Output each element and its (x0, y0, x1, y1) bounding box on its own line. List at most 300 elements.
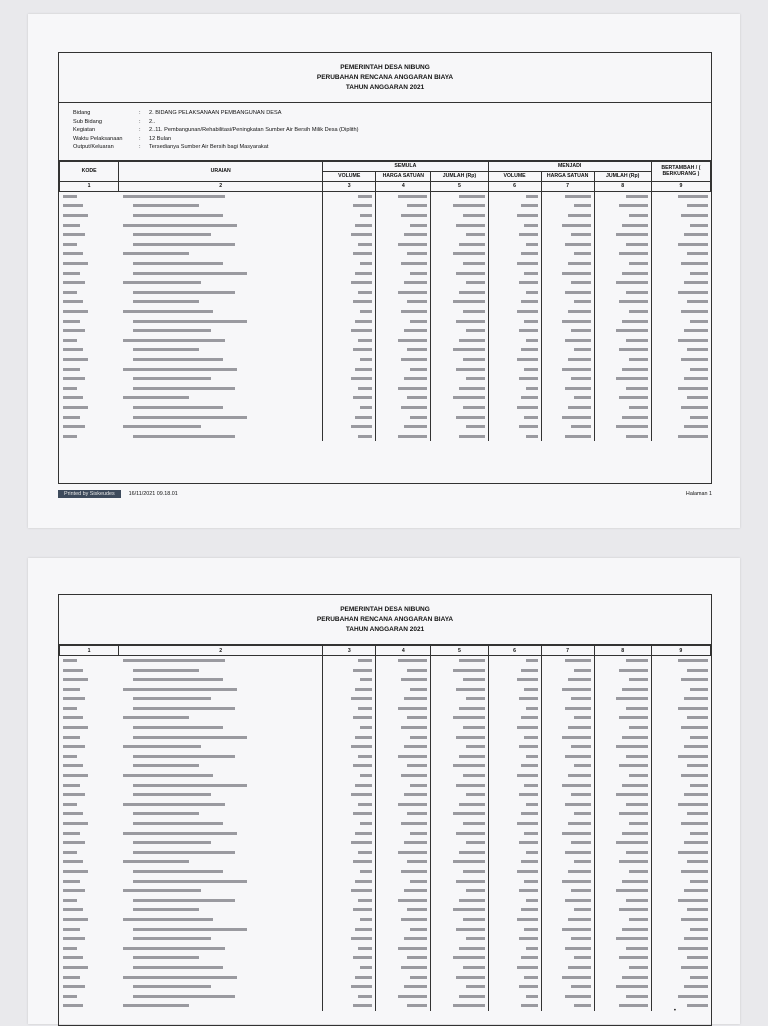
illegible-text-placeholder (690, 928, 708, 931)
table-row (60, 915, 711, 925)
table-cell-placeholder (376, 915, 431, 925)
table-cell-placeholder (594, 298, 651, 308)
illegible-text-placeholder (133, 937, 211, 940)
illegible-text-placeholder (521, 348, 538, 351)
table-cell-placeholder (376, 992, 431, 1002)
illegible-text-placeholder (353, 669, 372, 672)
table-cell-placeholder (431, 202, 488, 212)
illegible-text-placeholder (524, 368, 538, 371)
table-cell-placeholder (323, 230, 376, 240)
table-cell-placeholder (594, 800, 651, 810)
col-number: 9 (651, 181, 710, 191)
table-cell-placeholder (541, 365, 594, 375)
illegible-text-placeholder (619, 348, 648, 351)
table-row (60, 752, 711, 762)
illegible-text-placeholder (133, 669, 199, 672)
info-row-sub-bidang: Sub Bidang : 2.. (73, 118, 156, 125)
illegible-text-placeholder (574, 956, 591, 959)
table-cell-placeholder (594, 934, 651, 944)
illegible-text-placeholder (133, 291, 235, 294)
illegible-text-placeholder (360, 214, 372, 217)
illegible-text-placeholder (133, 870, 223, 873)
table-cell-placeholder (376, 934, 431, 944)
illegible-text-placeholder (456, 976, 485, 979)
illegible-text-placeholder (681, 966, 708, 969)
table-cell-placeholder (488, 666, 541, 676)
illegible-text-placeholder (687, 764, 708, 767)
illegible-text-placeholder (690, 832, 708, 835)
illegible-text-placeholder (521, 764, 538, 767)
col-header-uraian: URAIAN (119, 161, 323, 181)
illegible-text-placeholder (526, 755, 538, 758)
table-cell-placeholder (541, 240, 594, 250)
table-cell-placeholder (60, 857, 119, 867)
table-cell-placeholder (541, 973, 594, 983)
table-cell-placeholder (541, 250, 594, 260)
page-mark: • (673, 1008, 676, 1014)
illegible-text-placeholder (629, 406, 648, 409)
illegible-text-placeholder (404, 937, 427, 940)
table-cell-placeholder (376, 733, 431, 743)
illegible-text-placeholder (407, 204, 427, 207)
illegible-text-placeholder (133, 233, 211, 236)
table-cell-placeholder (488, 326, 541, 336)
table-cell-placeholder (541, 925, 594, 935)
illegible-text-placeholder (63, 678, 88, 681)
illegible-text-placeholder (351, 329, 372, 332)
illegible-text-placeholder (355, 784, 372, 787)
illegible-text-placeholder (562, 224, 591, 227)
col-header-kode: KODE (60, 161, 119, 181)
table-cell-placeholder (431, 211, 488, 221)
table-cell-placeholder (60, 240, 119, 250)
table-cell-placeholder (431, 191, 488, 201)
illegible-text-placeholder (562, 976, 591, 979)
illegible-text-placeholder (123, 976, 237, 979)
report-frame (58, 594, 712, 1026)
table-cell-placeholder (431, 432, 488, 442)
table-cell-placeholder (651, 326, 710, 336)
table-row (60, 848, 711, 858)
illegible-text-placeholder (565, 339, 591, 342)
page-number: Halaman 1 (685, 491, 712, 497)
illegible-text-placeholder (358, 659, 372, 662)
illegible-text-placeholder (571, 425, 591, 428)
table-cell-placeholder (431, 857, 488, 867)
table-cell-placeholder (431, 1001, 488, 1011)
table-row (60, 432, 711, 442)
table-row (60, 896, 711, 906)
illegible-text-placeholder (123, 745, 201, 748)
illegible-text-placeholder (466, 281, 485, 284)
table-cell-placeholder (60, 221, 119, 231)
illegible-text-placeholder (133, 377, 211, 380)
illegible-text-placeholder (568, 358, 591, 361)
illegible-text-placeholder (133, 755, 235, 758)
table-cell-placeholder (376, 714, 431, 724)
illegible-text-placeholder (626, 995, 648, 998)
table-cell-placeholder (376, 982, 431, 992)
table-cell-placeholder (119, 963, 323, 973)
table-cell-placeholder (488, 288, 541, 298)
table-cell-placeholder (376, 819, 431, 829)
table-cell-placeholder (431, 714, 488, 724)
table-row (60, 221, 711, 231)
illegible-text-placeholder (517, 822, 538, 825)
illegible-text-placeholder (463, 966, 485, 969)
table-cell-placeholder (594, 393, 651, 403)
table-cell-placeholder (431, 905, 488, 915)
table-cell-placeholder (323, 752, 376, 762)
table-cell-placeholder (541, 403, 594, 413)
illegible-text-placeholder (358, 803, 372, 806)
illegible-text-placeholder (63, 387, 77, 390)
illegible-text-placeholder (63, 272, 80, 275)
col-number: 2 (119, 646, 323, 656)
illegible-text-placeholder (358, 995, 372, 998)
illegible-text-placeholder (63, 195, 77, 198)
illegible-text-placeholder (401, 406, 427, 409)
table-row (60, 191, 711, 201)
table-cell-placeholder (376, 810, 431, 820)
illegible-text-placeholder (565, 899, 591, 902)
illegible-text-placeholder (407, 300, 427, 303)
illegible-text-placeholder (616, 841, 648, 844)
table-cell-placeholder (60, 752, 119, 762)
table-row (60, 355, 711, 365)
table-cell-placeholder (651, 432, 710, 442)
table-cell-placeholder (119, 934, 323, 944)
illegible-text-placeholder (574, 300, 591, 303)
illegible-text-placeholder (353, 812, 372, 815)
table-cell-placeholder (119, 326, 323, 336)
illegible-text-placeholder (626, 435, 648, 438)
illegible-text-placeholder (459, 707, 485, 710)
table-cell-placeholder (651, 422, 710, 432)
table-cell-placeholder (488, 877, 541, 887)
col-header-harga-satuan: HARGA SATUAN (376, 171, 431, 181)
illegible-text-placeholder (562, 832, 591, 835)
table-cell-placeholder (651, 925, 710, 935)
illegible-text-placeholder (63, 252, 83, 255)
table-cell-placeholder (323, 384, 376, 394)
table-row (60, 240, 711, 250)
table-cell-placeholder (594, 992, 651, 1002)
budget-table (59, 645, 711, 1011)
illegible-text-placeholder (123, 195, 225, 198)
table-cell-placeholder (431, 288, 488, 298)
table-cell-placeholder (488, 336, 541, 346)
table-cell-placeholder (119, 953, 323, 963)
table-cell-placeholder (594, 355, 651, 365)
illegible-text-placeholder (678, 659, 708, 662)
table-cell-placeholder (119, 848, 323, 858)
report-header (59, 595, 711, 645)
page-footer (58, 490, 712, 498)
table-cell-placeholder (376, 278, 431, 288)
illegible-text-placeholder (568, 918, 591, 921)
col-number: 7 (541, 646, 594, 656)
table-cell-placeholder (651, 790, 710, 800)
illegible-text-placeholder (360, 262, 372, 265)
table-row (60, 953, 711, 963)
table-cell-placeholder (119, 819, 323, 829)
illegible-text-placeholder (133, 707, 235, 710)
illegible-text-placeholder (622, 224, 648, 227)
illegible-text-placeholder (519, 985, 538, 988)
illegible-text-placeholder (351, 841, 372, 844)
illegible-text-placeholder (355, 224, 372, 227)
table-cell-placeholder (376, 221, 431, 231)
illegible-text-placeholder (463, 774, 485, 777)
table-row (60, 666, 711, 676)
table-cell-placeholder (60, 666, 119, 676)
table-cell-placeholder (594, 819, 651, 829)
table-cell-placeholder (60, 250, 119, 260)
table-cell-placeholder (323, 934, 376, 944)
table-cell-placeholder (541, 259, 594, 269)
table-cell-placeholder (594, 963, 651, 973)
table-cell-placeholder (376, 288, 431, 298)
table-cell-placeholder (594, 656, 651, 666)
table-cell-placeholder (431, 953, 488, 963)
illegible-text-placeholder (629, 262, 648, 265)
table-cell-placeholder (431, 336, 488, 346)
illegible-text-placeholder (687, 669, 708, 672)
illegible-text-placeholder (463, 726, 485, 729)
table-cell-placeholder (594, 810, 651, 820)
illegible-text-placeholder (63, 870, 88, 873)
table-row (60, 288, 711, 298)
table-cell-placeholder (651, 269, 710, 279)
table-cell-placeholder (594, 384, 651, 394)
table-cell-placeholder (541, 694, 594, 704)
illegible-text-placeholder (398, 195, 427, 198)
table-cell-placeholder (119, 925, 323, 935)
table-cell-placeholder (488, 269, 541, 279)
table-cell-placeholder (541, 191, 594, 201)
illegible-text-placeholder (526, 195, 538, 198)
table-cell-placeholder (541, 211, 594, 221)
table-cell-placeholder (323, 259, 376, 269)
illegible-text-placeholder (123, 918, 213, 921)
illegible-text-placeholder (410, 688, 427, 691)
illegible-text-placeholder (690, 688, 708, 691)
print-timestamp: 16/11/2021 09.18.01 (128, 491, 178, 497)
illegible-text-placeholder (456, 416, 485, 419)
table-row (60, 781, 711, 791)
illegible-text-placeholder (568, 310, 591, 313)
table-cell-placeholder (651, 704, 710, 714)
illegible-text-placeholder (690, 224, 708, 227)
illegible-text-placeholder (404, 233, 427, 236)
illegible-text-placeholder (459, 435, 485, 438)
illegible-text-placeholder (521, 396, 538, 399)
table-cell-placeholder (60, 790, 119, 800)
table-cell-placeholder (323, 944, 376, 954)
table-cell-placeholder (60, 829, 119, 839)
illegible-text-placeholder (690, 416, 708, 419)
illegible-text-placeholder (133, 214, 223, 217)
illegible-text-placeholder (404, 793, 427, 796)
illegible-text-placeholder (404, 841, 427, 844)
table-cell-placeholder (376, 838, 431, 848)
table-cell-placeholder (541, 345, 594, 355)
illegible-text-placeholder (401, 774, 427, 777)
illegible-text-placeholder (622, 976, 648, 979)
illegible-text-placeholder (63, 339, 77, 342)
illegible-text-placeholder (123, 1004, 189, 1007)
illegible-text-placeholder (63, 928, 80, 931)
illegible-text-placeholder (133, 329, 211, 332)
illegible-text-placeholder (519, 233, 538, 236)
table-cell-placeholder (651, 656, 710, 666)
illegible-text-placeholder (407, 669, 427, 672)
illegible-text-placeholder (565, 291, 591, 294)
illegible-text-placeholder (407, 908, 427, 911)
illegible-text-placeholder (358, 339, 372, 342)
illegible-text-placeholder (63, 707, 77, 710)
table-cell-placeholder (323, 211, 376, 221)
table-cell-placeholder (431, 886, 488, 896)
table-cell-placeholder (488, 230, 541, 240)
illegible-text-placeholder (562, 416, 591, 419)
illegible-text-placeholder (524, 976, 538, 979)
table-cell-placeholder (594, 925, 651, 935)
illegible-text-placeholder (622, 880, 648, 883)
illegible-text-placeholder (463, 678, 485, 681)
illegible-text-placeholder (622, 832, 648, 835)
illegible-text-placeholder (133, 320, 247, 323)
table-cell-placeholder (376, 345, 431, 355)
table-cell-placeholder (488, 982, 541, 992)
table-cell-placeholder (594, 317, 651, 327)
table-cell-placeholder (651, 723, 710, 733)
table-cell-placeholder (488, 384, 541, 394)
illegible-text-placeholder (463, 822, 485, 825)
table-cell-placeholder (541, 790, 594, 800)
table-cell-placeholder (541, 1001, 594, 1011)
table-cell-placeholder (488, 915, 541, 925)
table-cell-placeholder (119, 752, 323, 762)
illegible-text-placeholder (616, 745, 648, 748)
table-cell-placeholder (594, 829, 651, 839)
table-cell-placeholder (541, 944, 594, 954)
illegible-text-placeholder (133, 736, 247, 739)
table-cell-placeholder (541, 685, 594, 695)
illegible-text-placeholder (123, 832, 237, 835)
illegible-text-placeholder (401, 358, 427, 361)
table-cell-placeholder (651, 413, 710, 423)
table-cell-placeholder (651, 762, 710, 772)
table-cell-placeholder (60, 317, 119, 327)
table-cell-placeholder (376, 403, 431, 413)
illegible-text-placeholder (133, 812, 199, 815)
illegible-text-placeholder (629, 966, 648, 969)
illegible-text-placeholder (360, 310, 372, 313)
illegible-text-placeholder (681, 358, 708, 361)
illegible-text-placeholder (398, 755, 427, 758)
table-row (60, 704, 711, 714)
table-cell-placeholder (541, 298, 594, 308)
table-cell-placeholder (488, 221, 541, 231)
illegible-text-placeholder (63, 803, 77, 806)
table-cell-placeholder (431, 413, 488, 423)
illegible-text-placeholder (63, 880, 80, 883)
report-title-line-1: PEMERINTAH DESA NIBUNG (340, 606, 430, 613)
table-cell-placeholder (541, 230, 594, 240)
illegible-text-placeholder (629, 726, 648, 729)
illegible-text-placeholder (453, 348, 485, 351)
table-cell-placeholder (376, 230, 431, 240)
table-cell-placeholder (119, 973, 323, 983)
table-row (60, 675, 711, 685)
illegible-text-placeholder (407, 716, 427, 719)
table-cell-placeholder (594, 790, 651, 800)
printed-by-label: Printed by Siskeudes (58, 490, 121, 498)
table-cell-placeholder (323, 963, 376, 973)
table-cell-placeholder (651, 259, 710, 269)
illegible-text-placeholder (526, 291, 538, 294)
illegible-text-placeholder (123, 425, 201, 428)
illegible-text-placeholder (358, 947, 372, 950)
table-cell-placeholder (119, 432, 323, 442)
illegible-text-placeholder (401, 262, 427, 265)
table-cell-placeholder (594, 422, 651, 432)
table-cell-placeholder (488, 829, 541, 839)
illegible-text-placeholder (355, 736, 372, 739)
report-title-line-2: PERUBAHAN RENCANA ANGGARAN BIAYA (316, 74, 454, 81)
table-cell-placeholder (119, 723, 323, 733)
illegible-text-placeholder (63, 995, 77, 998)
illegible-text-placeholder (353, 204, 372, 207)
table-cell-placeholder (60, 422, 119, 432)
table-cell-placeholder (594, 675, 651, 685)
illegible-text-placeholder (133, 435, 235, 438)
illegible-text-placeholder (63, 822, 88, 825)
table-cell-placeholder (119, 336, 323, 346)
illegible-text-placeholder (63, 716, 83, 719)
table-cell-placeholder (488, 432, 541, 442)
info-value: 2..11. Pembangunan/Rehabilitasi/Peningkatan Sumber Air Bersih Milik Desa (Diplith) (149, 127, 359, 134)
activity-info (59, 103, 711, 161)
illegible-text-placeholder (526, 995, 538, 998)
table-cell-placeholder (541, 810, 594, 820)
illegible-text-placeholder (404, 889, 427, 892)
table-cell-placeholder (541, 752, 594, 762)
illegible-text-placeholder (565, 659, 591, 662)
illegible-text-placeholder (407, 252, 427, 255)
table-cell-placeholder (594, 685, 651, 695)
document-page-1 (28, 14, 740, 528)
illegible-text-placeholder (453, 956, 485, 959)
illegible-text-placeholder (526, 243, 538, 246)
table-cell-placeholder (431, 771, 488, 781)
table-cell-placeholder (323, 403, 376, 413)
illegible-text-placeholder (616, 233, 648, 236)
table-row (60, 422, 711, 432)
illegible-text-placeholder (690, 880, 708, 883)
illegible-text-placeholder (521, 812, 538, 815)
illegible-text-placeholder (353, 348, 372, 351)
table-cell-placeholder (651, 675, 710, 685)
table-cell-placeholder (541, 886, 594, 896)
table-cell-placeholder (60, 762, 119, 772)
table-cell-placeholder (119, 211, 323, 221)
table-cell-placeholder (488, 867, 541, 877)
table-cell-placeholder (488, 762, 541, 772)
illegible-text-placeholder (463, 262, 485, 265)
